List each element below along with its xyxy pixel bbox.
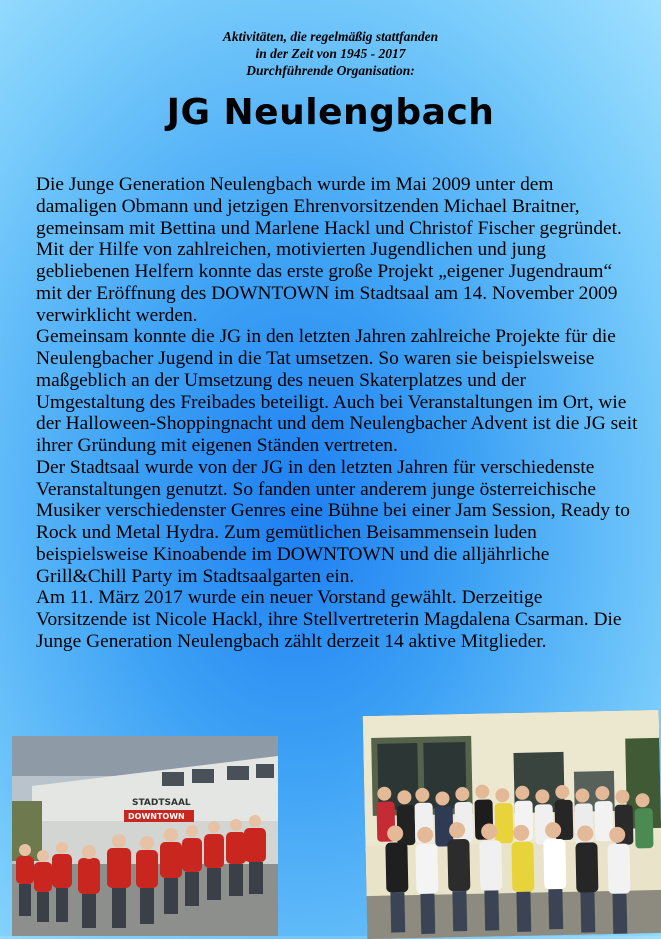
paragraph-projects: Gemeinsam konnte die JG in den letzten Jahren zahlreiche Projekte für die Neulengbacher Jugend in die Tat umsetzen. So waren sie beispielsweise maßgeblich an der Umsetzung des neuen Skaterplatzes und der Umgestaltung des Freibades beteiligt. Auch bei Veranstaltungen im Ort, wie der Halloween-Shoppingnacht und dem Neulengbacher Advent ist die JG seit ihrer Gründung mit eigenen Ständen vertreten. — [36, 326, 638, 456]
paragraph-events: Der Stadtsaal wurde von der JG in den letzten Jahren für verschiedenste Veranstaltungen genutzt. So fanden unter anderem junge österreichische Musiker verschiedenster Genres eine Bühne bei einer Jam Session, Ready to Rock und Metal Hydra. Zum gemütlichen Beisammensein luden beispielsweise Kinoabende im DOWNTOWN und die alljährliche Grill&Chill Party im Stadtsaalgarten ein. — [36, 456, 630, 587]
stadtsaal-sign: STADTSAAL — [132, 798, 191, 808]
header-subtitle — [0, 28, 661, 79]
header-line-3: Durchführende Organisation: — [246, 63, 415, 78]
paragraph-board: Am 11. März 2017 wurde ein neuer Vorstand gewählt. Derzeitige Vorsitzende ist Nicole Hackl, ihre Stellvertreterin Magdalena Csarman. Die Junge Generation Neulengbach zählt derzeit 14 aktive Mitglieder. — [36, 587, 622, 652]
downtown-sign: DOWNTOWN — [128, 812, 185, 821]
group-photo-members — [363, 710, 661, 939]
group-photo-stadtsaal — [12, 736, 278, 936]
header-line-2: in der Zeit von 1945 - 2017 — [255, 46, 406, 61]
group-photo-stadtsaal-image — [12, 736, 278, 936]
header-line-1: Aktivitäten, die regelmäßig stattfanden — [222, 29, 439, 44]
page-title: JG Neulengbach — [166, 92, 495, 133]
paragraph-founding: Die Junge Generation Neulengbach wurde im Mai 2009 unter dem damaligen Obmann und jetzigen Ehrenvorsitzenden Michael Braitner, gemeinsam mit Bettina und Marlene Hackl und Christof Fischer gegründet. Mit der Hilfe von zahlreichen, motivierten Jugendlichen und jung gebliebenen Helfern konnte das erste große Projekt „eigener Jugendraum“ mit der Eröffnung des DOWNTOWN im Stadtsaal am 14. November 2009 verwirklicht werden. — [36, 174, 622, 326]
body-text — [36, 174, 638, 653]
group-photo-members-image — [363, 710, 661, 939]
